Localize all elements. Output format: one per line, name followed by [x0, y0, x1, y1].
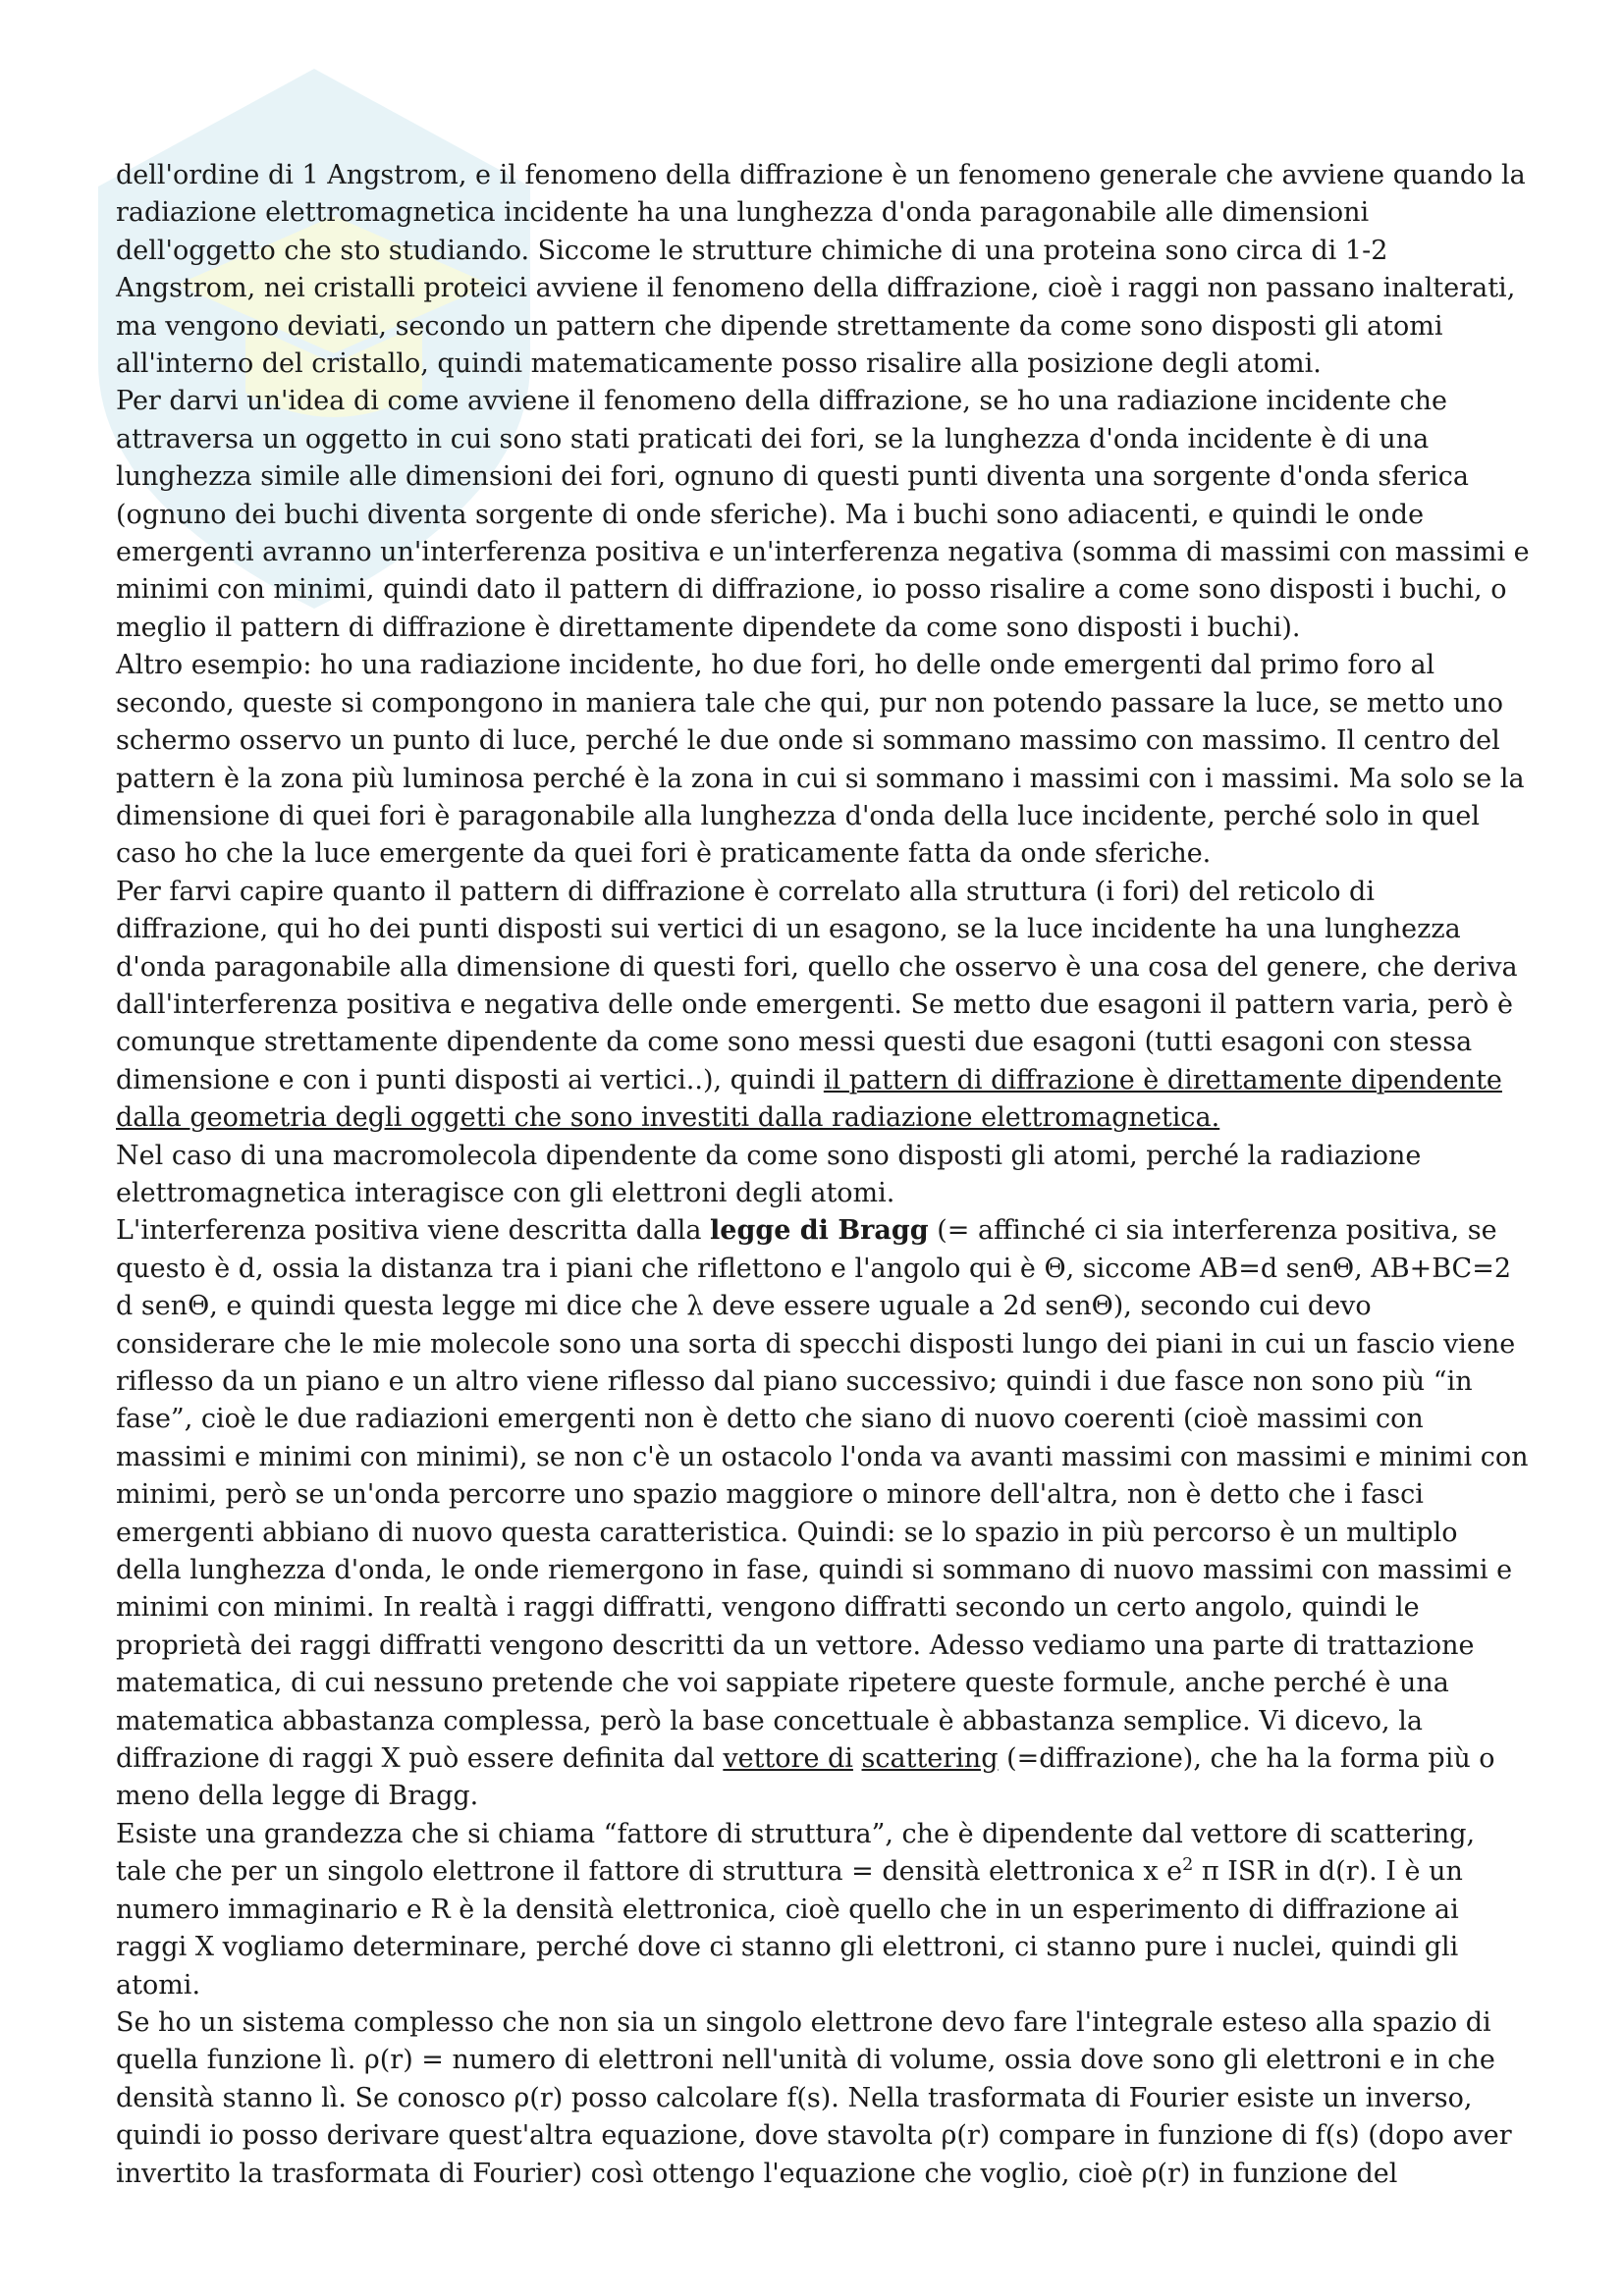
- paragraph-6-space: [853, 1743, 862, 1774]
- paragraph-6-text-before: L'interferenza positiva viene descritta dalla: [116, 1215, 711, 1247]
- paragraph-8: Se ho un sistema complesso che non sia un singolo elettrone devo fare l'integrale esteso alla spazio di quella funzione lì. ρ(r) = numero di elettroni nell'unità di volume, ossia dove sono gli elettroni e in che densità stanno lì. Se conosco ρ(r) posso calcolare f(s). Nella trasformata di Fourier esiste un inverso, quindi io posso derivare quest'altra equazione, dove stavolta ρ(r) compare in funzione di f(s) (dopo aver invertito la trasformata di Fourier) così ottengo l'equazione che voglio, cioè ρ(r) in funzione del: [116, 2006, 1512, 2189]
- paragraph-4-text: Per farvi capire quanto il pattern di diffrazione è correlato alla struttura (i fori) del reticolo di diffrazione, qui ho dei punti disposti sui vertici di un esagono, se la luce incidente ha una lunghezza d'onda paragonabile alla dimensione di questi fori, quello che osservo è una cosa del genere, che deriva dall'interferenza positiva e negativa delle onde emergenti. Se metto due esagoni il pattern varia, però è comunque strettamente dipendente da come sono messi questi due esagoni (tutti esagoni con stessa dimensione e con i punti disposti ai vertici..), quindi: [116, 876, 1518, 1095]
- paragraph-4-underlined: il pattern di diffrazione è direttamente dipendente dalla geometria degli oggetti che sono investiti dalla radiazione elettromagnetica.: [116, 1064, 1502, 1134]
- paragraph-7: [116, 1816, 1530, 2004]
- document-page: [116, 157, 1530, 2193]
- paragraph-6: [116, 1212, 1530, 1816]
- paragraph-6-text-mid: (= affinché ci sia interferenza positiva, se questo è d, ossia la distanza tra i piani che riflettono e l'angolo qui è Θ, siccome AB=d senΘ, AB+BC=2 d senΘ, e quindi questa legge mi dice che λ deve essere uguale a 2d senΘ), secondo cui devo considerare che le mie molecole sono una sorta di specchi disposti lungo dei piani in cui un fascio viene riflesso da un piano e un altro viene riflesso dal piano successivo; quindi i due fasce non sono più “in fase”, cioè le due radiazioni emergenti non è detto che siano di nuovo coerenti (cioè massimi con massimi e minimi con minimi), se non c'è un ostacolo l'onda va avanti massimi con massimi e minimi con minimi, però se un'onda percorre uno spazio maggiore o minore dell'altra, non è detto che i fasci emergenti abbiano di nuovo questa caratteristica. Quindi: se lo spazio in più percorso è un multiplo della lunghezza d'onda, le onde riemergono in fase, quindi si sommano di nuovo massimi con massimi e minimi con minimi. In realtà i raggi diffratti, vengono diffratti secondo un certo angolo, quindi le proprietà dei raggi diffratti vengono descritti da un vettore. Adesso vediamo una parte di trattazione matematica, di cui nessuno pretende che voi sappiate ripetere queste formule, anche perché è una matematica abbastanza complessa, però la base concettuale è abbastanza semplice. Vi dicevo, la diffrazione di raggi X può essere definita dal: [116, 1215, 1529, 1775]
- paragraph-1: dell'ordine di 1 Angstrom, e il fenomeno della diffrazione è un fenomeno generale che avviene quando la radiazione elettromagnetica incidente ha una lunghezza d'onda paragonabile alle dimensioni dell'oggetto che sto studiando. Siccome le strutture chimiche di una proteina sono circa di 1-2 Angstrom, nei cristalli proteici avviene il fenomeno della diffrazione, cioè i raggi non passano inalterati, ma vengono deviati, secondo un pattern che dipende strettamente da come sono disposti gli atomi all'interno del cristallo, quindi matematicamente posso risalire alla posizione degli atomi.: [116, 160, 1526, 380]
- paragraph-3: Altro esempio: ho una radiazione incidente, ho due fori, ho delle onde emergenti dal primo foro al secondo, queste si compongono in maniera tale che qui, pur non potendo passare la luce, se metto uno schermo osservo un punto di luce, perché le due onde si sommano massimo con massimo. Il centro del pattern è la zona più luminosa perché è la zona in cui si sommano i massimi con i massimi. Ma solo se la dimensione di quei fori è paragonabile alla lunghezza d'onda della luce incidente, perché solo in quel caso ho che la luce emergente da quei fori è praticamente fatta da onde sferiche.: [116, 650, 1525, 870]
- scattering-vector-term-a: vettore di: [723, 1743, 853, 1775]
- paragraph-5: Nel caso di una macromolecola dipendente da come sono disposti gli atomi, perché la radiazione elettromagnetica interagisce con gli elettroni degli atomi.: [116, 1140, 1422, 1208]
- paragraph-2: Per darvi un'idea di come avviene il fenomeno della diffrazione, se ho una radiazione incidente che attraversa un oggetto in cui sono stati praticati dei fori, se la lunghezza d'onda incidente è di una lunghezza simile alle dimensioni dei fori, ognuno di questi punti diventa una sorgente d'onda sferica (ognuno dei buchi diventa sorgente di onde sferiche). Ma i buchi sono adiacenti, e quindi le onde emergenti avranno un'interferenza positiva e un'interferenza negativa (somma di massimi con massimi e minimi con minimi, quindi dato il pattern di diffrazione, io posso risalire a come sono disposti i buchi, o meglio il pattern di diffrazione è direttamente dipendete da come sono disposti i buchi).: [116, 386, 1530, 643]
- exponent: 2: [1182, 1855, 1194, 1876]
- bragg-law-term: legge di Bragg: [710, 1215, 929, 1247]
- paragraph-4: [116, 874, 1530, 1138]
- paragraph-7-text-before: Esiste una grandezza che si chiama “fattore di struttura”, che è dipendente dal vettore di scattering, tale che per un singolo elettrone il fattore di struttura = densità elettronica x e: [116, 1818, 1476, 1888]
- scattering-vector-term-b: scattering: [861, 1743, 999, 1775]
- paragraph-6-text-after: (=diffrazione), che ha la forma più o meno della legge di Bragg.: [116, 1743, 1495, 1812]
- paragraph-7-text-after: π ISR in d(r). I è un numero immaginario e R è la densità elettronica, cioè quello che in un esperimento di diffrazione ai raggi X vogliamo determinare, perché dove ci stanno gli elettroni, ci stanno pure i nuclei, quindi gli atomi.: [116, 1856, 1463, 2001]
